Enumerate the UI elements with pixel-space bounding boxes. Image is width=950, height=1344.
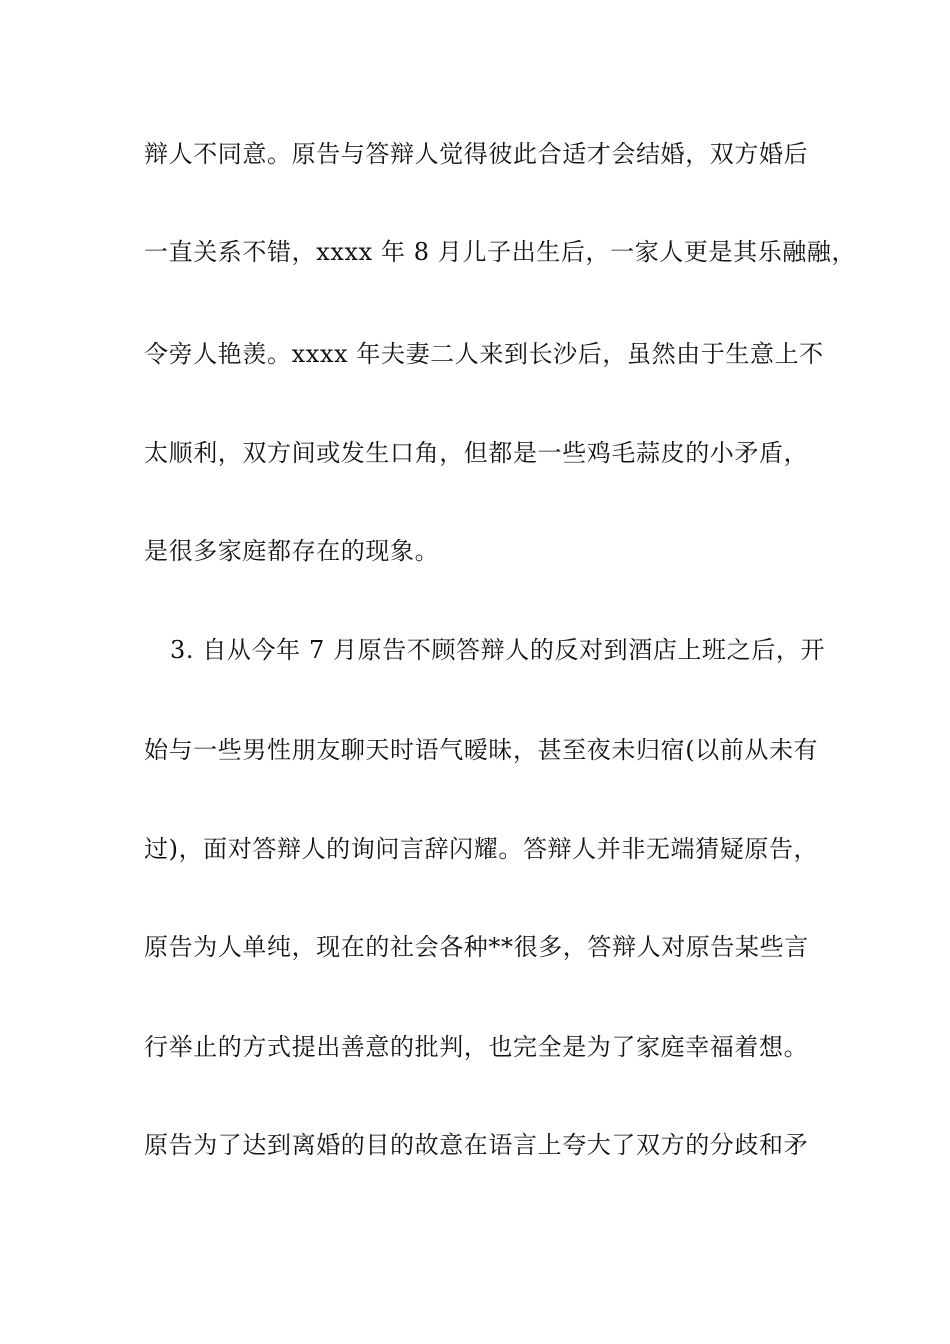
text-line-3: 令旁人艳羡。xxxx 年夫妻二人来到长沙后，虽然由于生意上不 [144, 340, 824, 368]
text-line-9: 原告为人单纯，现在的社会各种**很多，答辩人对原告某些言 [144, 933, 809, 961]
text-line-5: 是很多家庭都存在的现象。 [144, 537, 440, 565]
text-line-1: 辩人不同意。原告与答辩人觉得彼此合适才会结婚，双方婚后 [144, 140, 809, 168]
text-line-10: 行举止的方式提出善意的批判，也完全是为了家庭幸福着想。 [144, 1033, 809, 1061]
text-line-8: 过)，面对答辩人的询问言辞闪耀。答辩人并非无端猜疑原告， [144, 835, 819, 863]
text-line-6: 3. 自从今年 7 月原告不顾答辩人的反对到酒店上班之后，开 [170, 636, 826, 664]
text-line-4: 太顺利，双方间或发生口角，但都是一些鸡毛蒜皮的小矛盾， [144, 439, 809, 467]
text-line-7: 始与一些男性朋友聊天时语气暧昧，甚至夜未归宿(以前从未有 [144, 736, 819, 764]
text-line-2: 一直关系不错，xxxx 年 8 月儿子出生后，一家人更是其乐融融， [144, 238, 857, 266]
text-line-11: 原告为了达到离婚的目的故意在语言上夸大了双方的分歧和矛 [144, 1131, 809, 1159]
